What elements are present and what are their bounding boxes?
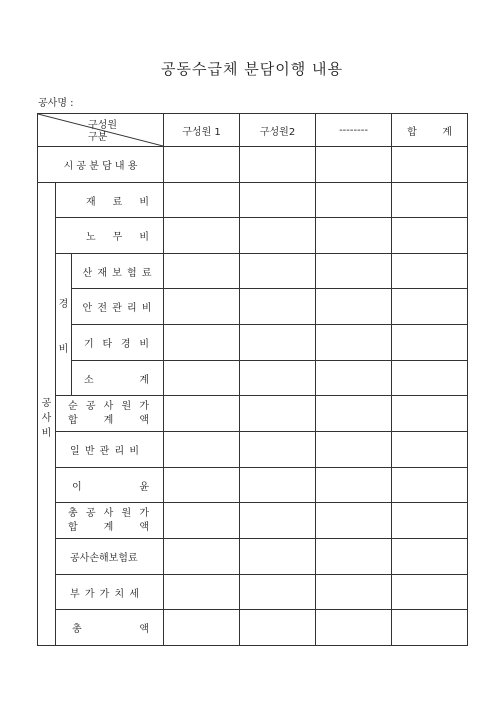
cell-input[interactable] xyxy=(392,361,468,396)
row-label-gita: 기 타 경 비 xyxy=(72,325,164,361)
cell-input[interactable] xyxy=(164,325,240,361)
cell-input[interactable] xyxy=(392,289,468,325)
cell-input[interactable] xyxy=(240,218,316,254)
project-name-label: 공사명 : xyxy=(38,98,74,109)
row-label-sun: 순 공 사 원 가 합 계 액 xyxy=(56,396,164,432)
cell-input[interactable] xyxy=(240,289,316,325)
cell-input[interactable] xyxy=(240,468,316,503)
cell-input[interactable] xyxy=(316,396,392,432)
row-label-sonhae: 공사손해보험료 xyxy=(56,539,164,575)
cell-input[interactable] xyxy=(392,575,468,610)
header-member-more: -------- xyxy=(316,114,392,147)
cell-input[interactable] xyxy=(164,503,240,539)
cell-input[interactable] xyxy=(392,610,468,646)
share-table xyxy=(37,113,468,646)
cell-input[interactable] xyxy=(164,289,240,325)
cell-input[interactable] xyxy=(240,610,316,646)
cell-input[interactable] xyxy=(316,183,392,218)
row-label-sogye: 소 계 xyxy=(72,361,164,396)
header-diagonal-cell xyxy=(38,114,164,147)
gongsabi-char-1: 공 xyxy=(41,398,52,409)
cell-input[interactable] xyxy=(164,610,240,646)
cell-input[interactable] xyxy=(316,361,392,396)
document-title: 공동수급체 분담이행 내용 xyxy=(161,60,343,78)
cell-input[interactable] xyxy=(240,575,316,610)
cell-input[interactable] xyxy=(392,468,468,503)
cell-input[interactable] xyxy=(392,254,468,289)
cell-input[interactable] xyxy=(240,147,316,183)
cell-input[interactable] xyxy=(240,254,316,289)
cell-input[interactable] xyxy=(316,503,392,539)
cell-input[interactable] xyxy=(240,539,316,575)
gyeongbi-char-1: 경 xyxy=(58,298,69,310)
cell-input[interactable] xyxy=(240,183,316,218)
gongsabi-char-3: 비 xyxy=(41,428,52,439)
gyeongbi-vertical-label xyxy=(56,254,72,396)
cell-input[interactable] xyxy=(164,432,240,468)
cell-input[interactable] xyxy=(392,325,468,361)
row-label-sanjae: 산 재 보 험 료 xyxy=(72,254,164,289)
cell-input[interactable] xyxy=(164,147,240,183)
cell-input[interactable] xyxy=(392,396,468,432)
cell-input[interactable] xyxy=(164,396,240,432)
cell-input[interactable] xyxy=(316,539,392,575)
row-label-jaeryo: 재 료 비 xyxy=(56,183,164,218)
header-member-label: 구성원 xyxy=(88,120,117,131)
cell-input[interactable] xyxy=(240,396,316,432)
header-total: 합 계 xyxy=(392,114,468,147)
cell-input[interactable] xyxy=(164,468,240,503)
cell-input[interactable] xyxy=(316,147,392,183)
cell-input[interactable] xyxy=(392,183,468,218)
cell-input[interactable] xyxy=(164,575,240,610)
cell-input[interactable] xyxy=(316,468,392,503)
cell-input[interactable] xyxy=(316,254,392,289)
cell-input[interactable] xyxy=(240,361,316,396)
cell-input[interactable] xyxy=(316,610,392,646)
row-label-nomu: 노 무 비 xyxy=(56,218,164,254)
gongsabi-char-2: 사 xyxy=(41,413,52,424)
row-label-sigong: 시 공 분 담 내 용 xyxy=(38,147,164,183)
cell-input[interactable] xyxy=(164,254,240,289)
gyeongbi-char-2: 비 xyxy=(58,343,69,355)
header-member-1: 구성원 1 xyxy=(164,114,240,147)
row-label-chongaek: 총 액 xyxy=(56,610,164,646)
cell-input[interactable] xyxy=(392,218,468,254)
cell-input[interactable] xyxy=(164,539,240,575)
cell-input[interactable] xyxy=(392,432,468,468)
cell-input[interactable] xyxy=(392,503,468,539)
cell-input[interactable] xyxy=(164,218,240,254)
cell-input[interactable] xyxy=(316,289,392,325)
cell-input[interactable] xyxy=(240,503,316,539)
row-label-chong: 총 공 사 원 가 합 계 액 xyxy=(56,503,164,539)
row-label-anjeon: 안 전 관 리 비 xyxy=(72,289,164,325)
cell-input[interactable] xyxy=(392,147,468,183)
cell-input[interactable] xyxy=(316,575,392,610)
header-category-label: 구분 xyxy=(88,132,108,143)
row-label-iyun: 이 윤 xyxy=(56,468,164,503)
header-member-2: 구성원2 xyxy=(240,114,316,147)
cell-input[interactable] xyxy=(316,432,392,468)
cell-input[interactable] xyxy=(316,218,392,254)
cell-input[interactable] xyxy=(392,539,468,575)
cell-input[interactable] xyxy=(164,183,240,218)
gongsabi-vertical-label xyxy=(38,183,56,646)
cell-input[interactable] xyxy=(316,325,392,361)
cell-input[interactable] xyxy=(240,325,316,361)
row-label-bugase: 부 가 가 치 세 xyxy=(56,575,164,610)
row-label-ilban: 일 반 관 리 비 xyxy=(56,432,164,468)
cell-input[interactable] xyxy=(240,432,316,468)
cell-input[interactable] xyxy=(164,361,240,396)
